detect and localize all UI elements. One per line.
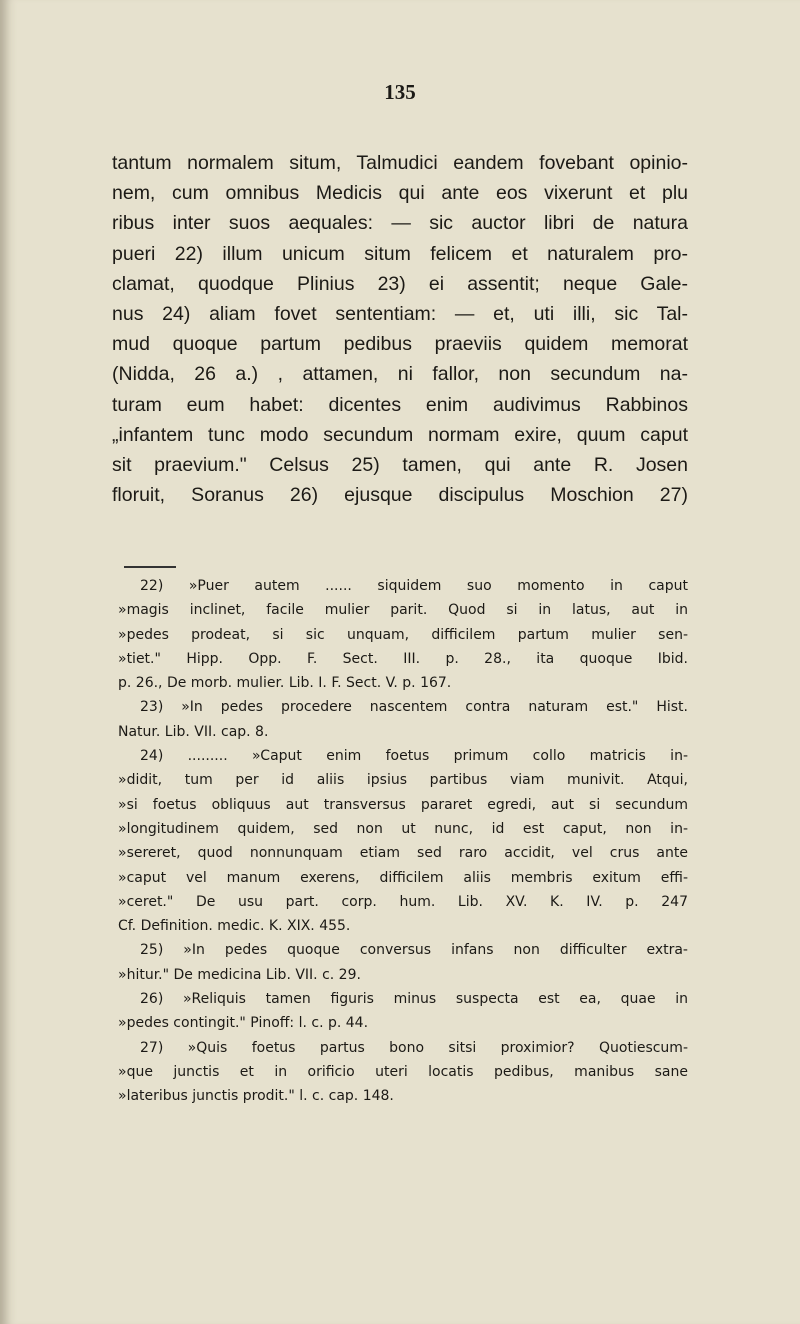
footnote-line: 25) »In pedes quoque conversus infans non difficulter extra- xyxy=(140,942,688,959)
footnote-line: 27) »Quis foetus partus bono sitsi proximior? Quotiescum- xyxy=(140,1039,688,1056)
footnote-line: »magis inclinet, facile mulier parit. Quod si in latus, aut in xyxy=(118,602,688,619)
footnote-line: »didit, tum per id aliis ipsius partibus viam munivit. Atqui, xyxy=(118,772,688,789)
main-text-line: tantum normalem situm, Talmudici eandem fovebant opinio- xyxy=(112,152,688,174)
footnote-line: »pedes contingit." Pinoff: l. c. p. 44. xyxy=(118,1015,369,1032)
footnote-line: »caput vel manum exerens, difficilem aliis membris exitum effi- xyxy=(118,869,688,886)
main-text-line: floruit, Soranus 26) ejusque discipulus Moschion 27) xyxy=(112,484,688,507)
footnote-line: Cf. Definition. medic. K. XIX. 455. xyxy=(118,918,351,935)
main-text-line: clamat, quodque Plinius 23) ei assentit; neque Gale- xyxy=(112,272,688,295)
footnote-line: »pedes prodeat, si sic unquam, difficilem partum mulier sen- xyxy=(118,626,688,643)
footnote-line: Natur. Lib. VII. cap. 8. xyxy=(118,723,269,740)
main-text-line: nem, cum omnibus Medicis qui ante eos vixerunt et plu xyxy=(112,182,688,205)
footnote-line: 23) »In pedes procedere nascentem contra naturam est." Hist. xyxy=(140,699,688,716)
page-number: 135 xyxy=(384,80,416,104)
footnote-line: 26) »Reliquis tamen figuris minus suspecta est ea, quae in xyxy=(140,991,688,1008)
footnote-line: p. 26., De morb. mulier. Lib. I. F. Sect. V. p. 167. xyxy=(118,675,452,692)
main-text-line: pueri 22) illum unicum situm felicem et naturalem pro- xyxy=(112,242,688,265)
main-text-line: sit praevium." Celsus 25) tamen, qui ante R. Josen xyxy=(112,453,688,476)
footnote-line: »que junctis et in orificio uteri locatis pedibus, manibus sane xyxy=(118,1063,688,1080)
main-text-line: (Nidda, 26 a.) , attamen, ni fallor, non secundum na- xyxy=(112,363,688,386)
main-text-line: mud quoque partum pedibus praeviis quidem memorat xyxy=(112,333,688,356)
main-text-line: turam eum habet: dicentes enim audivimus Rabbinos xyxy=(112,393,688,416)
footnote-line: »ceret." De usu part. corp. hum. Lib. XV. K. IV. p. 247 xyxy=(118,893,688,910)
footnote-line: »tiet." Hipp. Opp. F. Sect. III. p. 28., ita quoque Ibid. xyxy=(118,650,688,667)
footnote-line: 24) ......... »Caput enim foetus primum collo matricis in- xyxy=(140,748,688,765)
main-text-line: nus 24) aliam fovet sententiam: — et, uti illi, sic Tal- xyxy=(112,302,688,325)
main-text-line: „infantem tunc modo secundum normam exire, quum caput xyxy=(112,423,688,446)
footnote-line: 22) »Puer autem ...... siquidem suo momento in caput xyxy=(140,578,688,594)
footnote-line: »hitur." De medicina Lib. VII. c. 29. xyxy=(118,966,361,983)
footnote-line: »lateribus junctis prodit." l. c. cap. 148. xyxy=(118,1088,394,1105)
footnote-line: »si foetus obliquus aut transversus pararet egredi, aut si secundum xyxy=(118,796,688,813)
main-text-line: ribus inter suos aequales: — sic auctor libri de natura xyxy=(112,212,688,235)
footnote-separator xyxy=(124,566,176,568)
main-text xyxy=(112,148,688,510)
footnotes xyxy=(118,574,688,1109)
footnote-line: »longitudinem quidem, sed non ut nunc, id est caput, non in- xyxy=(118,820,688,837)
footnote-line: »sereret, quod nonnunquam etiam sed raro accidit, vel crus ante xyxy=(118,845,688,862)
